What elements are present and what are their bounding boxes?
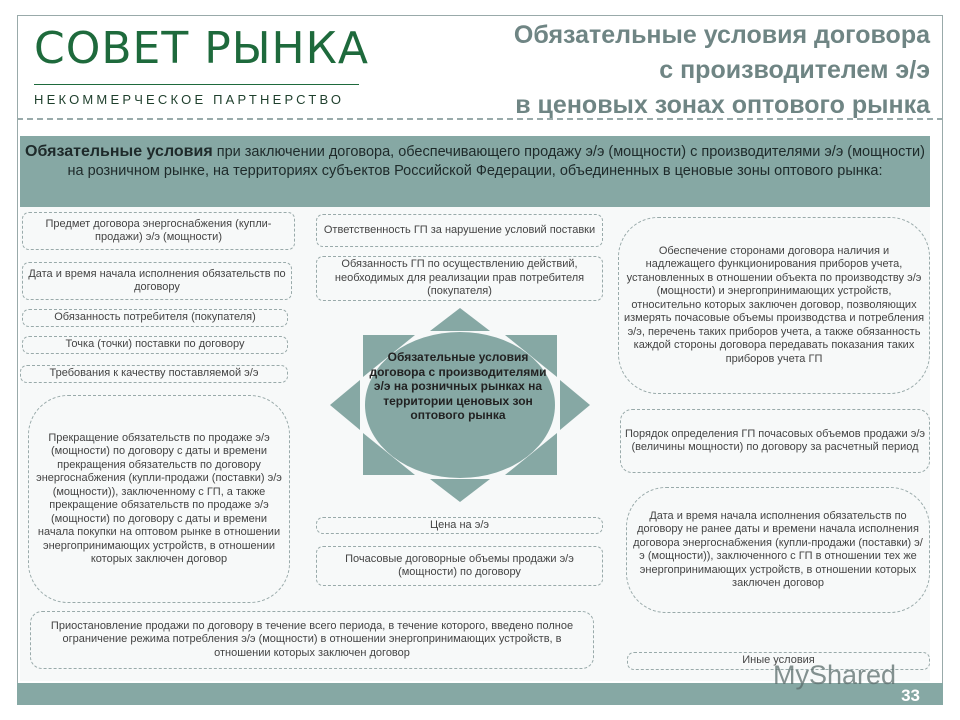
title-line: с производителем э/э <box>659 56 930 84</box>
title-line: Обязательные условия договора <box>513 21 930 49</box>
condition-box: Приостановление продажи по договору в течение всего периода, в течение которого, введено полное ограничение режима потребления э/э (мощности) в отношении энергопринимающих устройств, в отношении которых заключен договор <box>30 611 594 669</box>
watermark: MyShared <box>773 660 897 690</box>
condition-box: Дата и время начала исполнения обязательств по договору <box>22 262 292 300</box>
logo-subtitle: НЕКОММЕРЧЕСКОЕ ПАРТНЕРСТВО <box>34 92 345 107</box>
intro-banner <box>20 136 930 207</box>
condition-box: Обязанность потребителя (покупателя) <box>22 309 288 327</box>
condition-box: Дата и время начала исполнения обязательств по договору не ранее даты и времени начала исполнения договора энергоснабжения (купли-продажи (поставки) э/э (мощности)), заключенного с ГП в отношении тех же энергопринимающих устройств, в отношении которых заключен договор <box>626 487 930 613</box>
page-number: 33 <box>901 686 920 705</box>
condition-box: Цена на э/э <box>316 517 603 534</box>
arrow-right-icon <box>560 380 590 430</box>
title-line: в ценовых зонах оптового рынка <box>515 91 930 119</box>
condition-box: Прекращение обязательств по продаже э/э (мощности) по договору с даты и времени прекращения обязательств по договору энергоснабжения (купли-продажи (поставки) э/э (мощности)), заключенному с ГП, а также прекращение обязательств по продаже э/э (мощности) по договору с даты и времени начала покупки на оптовом рынке в отношении энергопринимающих устройств, в отношении которых заключен договор <box>28 395 290 603</box>
condition-box: Обеспечение сторонами договора наличия и надлежащего функционирования приборов учета, установленных в отношении объекта по производству э/э (мощности) и энергопринимающих устройств, относительно которых заключен договор, позволяющих измерять почасовые объемы производства и потребления э/э, перечень таких приборов учета, а также обязанность каждой стороны договора передавать показания таких приборов учета ГП <box>618 217 930 394</box>
banner-bold: Обязательные условия <box>25 143 213 160</box>
condition-box: Обязанность ГП по осуществлению действий, необходимых для реализации прав потребителя (покупателя) <box>316 256 603 301</box>
condition-box: Иные условия <box>627 652 930 670</box>
condition-box: Ответственность ГП за нарушение условий поставки <box>316 214 603 247</box>
center-label: Обязательные условия договора с производителями э/э на розничных рынках на территории ценовых зон оптового рынка <box>369 350 547 422</box>
banner-text: при заключении договора, обеспечивающего продажу э/э (мощности) с производителями э/э (мощности) на розничном рынке, на территориях субъектов Российской Федерации, объединенных в ценовые зоны оптового рынка: <box>67 144 925 179</box>
arrow-left-icon <box>330 380 360 430</box>
condition-box: Точка (точки) поставки по договору <box>22 336 288 354</box>
condition-box: Предмет договора энергоснабжения (купли-продажи) э/э (мощности) <box>22 212 295 250</box>
condition-box: Почасовые договорные объемы продажи э/э (мощности) по договору <box>316 546 603 586</box>
logo-title: СОВЕТ РЫНКА <box>34 23 369 74</box>
arrow-up-icon <box>430 308 490 331</box>
arrow-down-icon <box>430 479 490 502</box>
logo-divider <box>34 84 359 85</box>
header-divider <box>17 118 943 120</box>
slide-title <box>514 18 930 123</box>
condition-box: Требования к качеству поставляемой э/э <box>20 365 288 383</box>
condition-box: Порядок определения ГП почасовых объемов продажи э/э (величины мощности) по договору за расчетный период <box>620 409 930 473</box>
